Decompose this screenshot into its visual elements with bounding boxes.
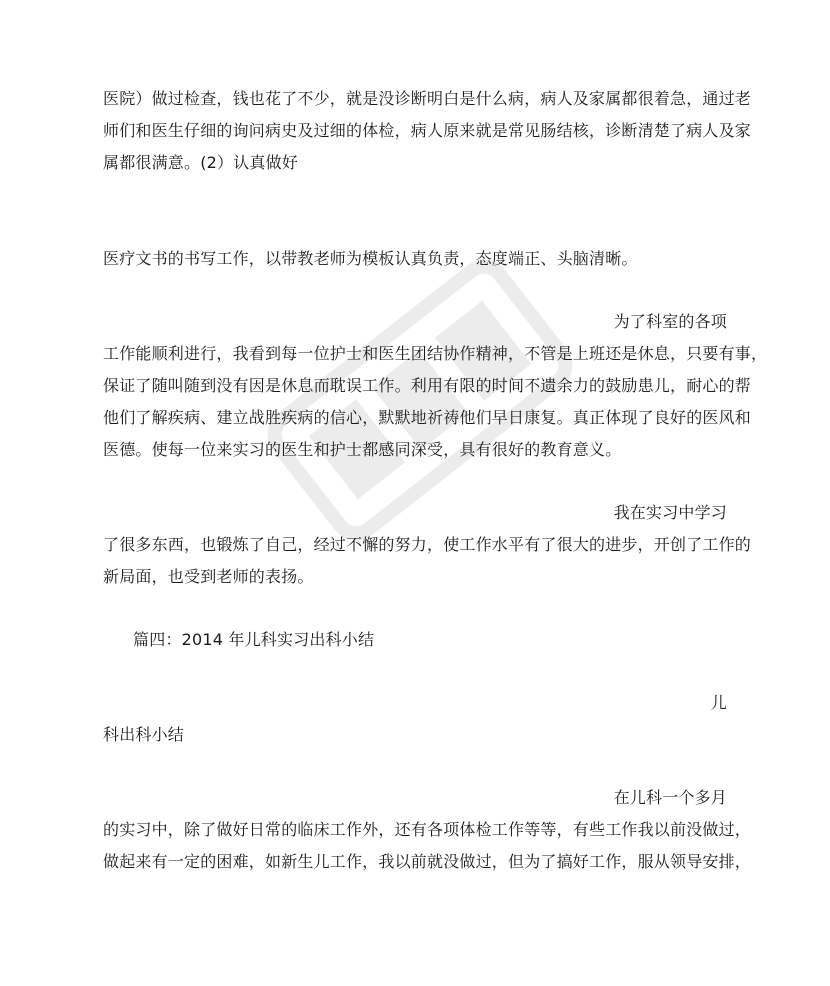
text-line: 他们了解疾病、建立战胜疾病的信心，默默地祈祷他们早日康复。真正体现了良好的医风和 [103, 408, 752, 427]
text-line: 医院）做过检查，钱也花了不少，就是没诊断明白是什么病，病人及家属都很着急，通过老 [103, 89, 752, 108]
text-line: 保证了随叫随到没有因是休息而耽误工作。利用有限的时间不遗余力的鼓励患儿，耐心的帮 [103, 376, 752, 395]
text-line: 我在实习中学习 [613, 503, 727, 522]
text-line: 在儿科一个多月 [613, 788, 727, 807]
text-line: 医德。使每一位来实习的医生和护士都感同深受，具有很好的教育意义。 [103, 440, 622, 459]
text-line: 做起来有一定的困难，如新生儿工作，我以前就没做过，但为了搞好工作，服从领导安排， [103, 852, 752, 871]
text-line: 了很多东西，也锻炼了自己，经过不懈的努力，使工作水平有了很大的进步，开创了工作的 [103, 535, 752, 554]
text-line: 师们和医生仔细的询问病史及过细的体检，病人原来就是常见肠结核，诊断清楚了病人及家 [103, 121, 752, 140]
text-line: 的实习中，除了做好日常的临床工作外，还有各项体检工作等等，有些工作我以前没做过， [103, 820, 752, 839]
section-heading: 篇四：2014 年儿科实习出科小结 [133, 630, 375, 649]
text-line: 医疗文书的书写工作，以带教老师为模板认真负责，态度端正、头脑清晰。 [103, 249, 638, 268]
text-line: 儿 [710, 693, 727, 712]
text-line: 科出科小结 [103, 725, 185, 744]
text-line: 属都很满意。(2）认真做好 [103, 153, 299, 172]
text-line: 新局面，也受到老师的表扬。 [103, 567, 314, 586]
text-line: 工作能顺利进行，我看到每一位护士和医生团结协作精神，不管是上班还是休息，只要有事， [103, 344, 768, 363]
text-line: 为了科室的各项 [613, 312, 727, 331]
